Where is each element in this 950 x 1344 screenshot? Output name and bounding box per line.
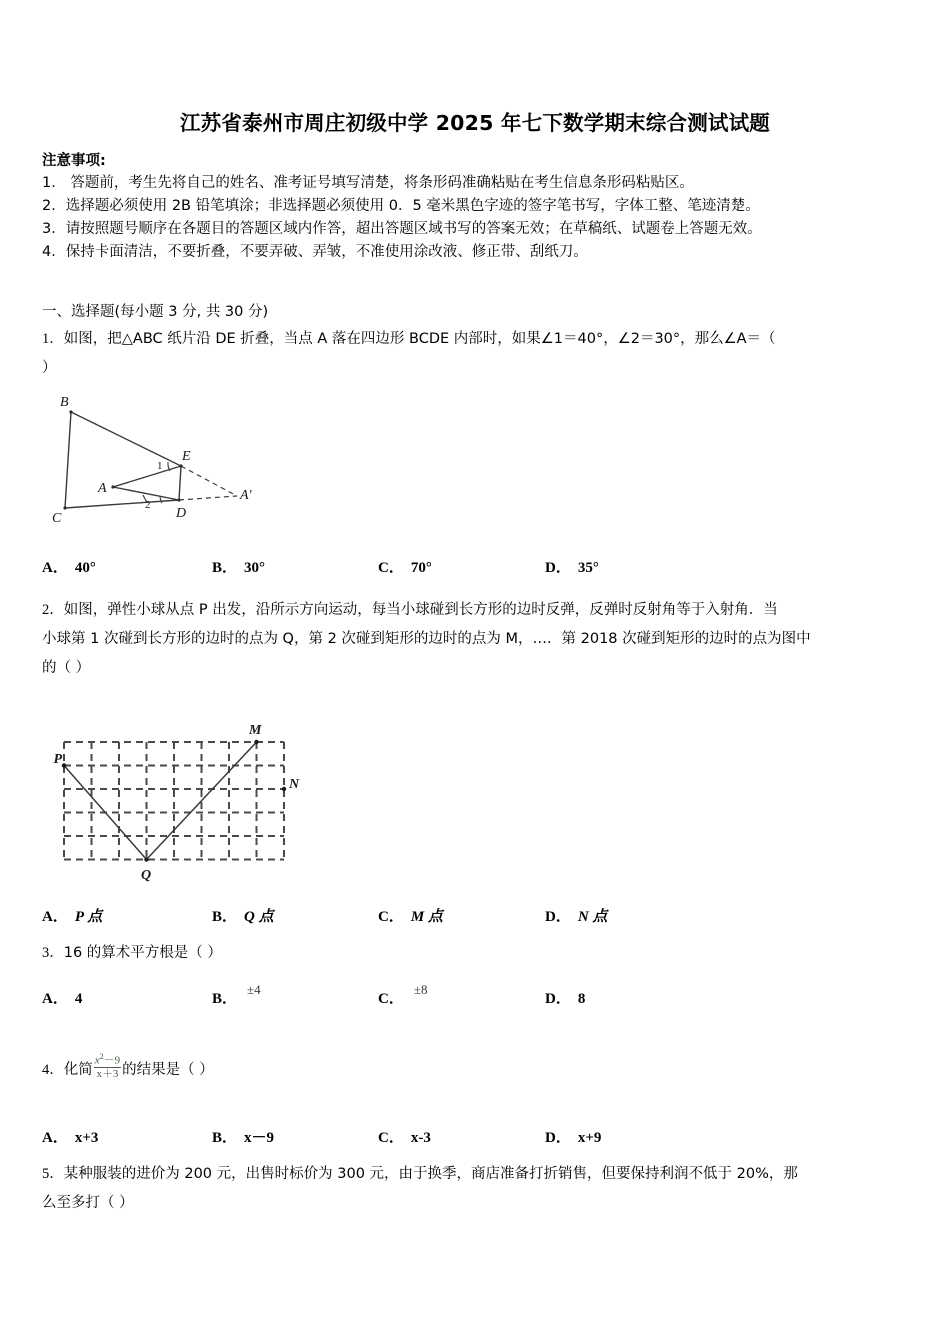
question-3-option-a[interactable]: A． 4 (42, 991, 83, 1007)
question-5-number: 5． (42, 1166, 64, 1182)
fraction-denominator: x＋3 (96, 1067, 119, 1080)
label-E: E (182, 449, 191, 464)
question-2-option-a[interactable]: A． P 点 (42, 909, 103, 925)
question-2-line-1: 如图，弹性小球从点 P 出发，沿所示方向运动，每当小球碰到长方形的边时反弹，反弹时反射角等于入射角．当 (63, 602, 778, 618)
section-heading: 一、选择题(每小题 3 分, 共 30 分) (42, 304, 269, 320)
notice-item-1: 1． 答题前，考生先将自己的姓名、准考证号填写清楚，将条形码准确粘贴在考生信息条形码粘贴区。 (42, 175, 694, 191)
question-3-option-b[interactable]: B．±4 (212, 982, 261, 1007)
question-1-options (42, 556, 922, 578)
question-3-text (42, 939, 922, 968)
question-4-fraction (94, 1053, 121, 1080)
question-1-option-d[interactable]: D． 35° (545, 560, 599, 576)
question-4-option-a[interactable]: A． x+3 (42, 1130, 99, 1146)
question-3-option-c[interactable]: C．±8 (378, 982, 428, 1007)
question-4-number: 4． (42, 1061, 64, 1078)
label-P: P (53, 752, 62, 767)
question-4-suffix: 的结果是（ ） (122, 1061, 214, 1078)
angle-label-2: 2 (145, 499, 151, 511)
question-2-line-2: 小球第 1 次碰到长方形的边时的点为 Q，第 2 次碰到矩形的边时的点为 M，…．第 2018 次碰到矩形的边时的点为图中 (42, 631, 811, 647)
question-2-option-b[interactable]: B． Q 点 (212, 909, 274, 925)
question-2-option-d[interactable]: D． N 点 (545, 909, 608, 925)
question-4-prefix: 化简 (63, 1061, 93, 1078)
question-5-text (42, 1160, 932, 1218)
label-M: M (249, 723, 262, 738)
label-Q: Q (141, 868, 152, 883)
notice-heading: 注意事项: (42, 153, 106, 169)
question-1-figure (48, 390, 278, 535)
question-3-option-b-value: ±4 (247, 982, 261, 997)
label-A-prime: A′ (240, 488, 252, 503)
question-2-options (42, 905, 922, 927)
question-4-option-c[interactable]: C． x-3 (378, 1130, 431, 1146)
question-4-text (42, 1053, 922, 1085)
question-1-number: 1． (42, 331, 64, 347)
question-2-text (42, 596, 932, 683)
notice-block (42, 150, 922, 264)
label-N: N (289, 777, 300, 792)
question-1-option-c[interactable]: C． 70° (378, 560, 432, 576)
question-3-options (42, 982, 922, 1009)
question-3-option-d[interactable]: D． 8 (545, 991, 586, 1007)
angle-label-1: 1 (157, 460, 163, 472)
notice-item-4: 4．保持卡面清洁，不要折叠，不要弄破、弄皱，不准使用涂改液、修正带、刮纸刀。 (42, 244, 588, 260)
bouncing-ball-grid-svg (52, 716, 312, 886)
page-title: 江苏省泰州市周庄初级中学 2025 年七下数学期末综合测试试题 (179, 111, 771, 135)
question-2-figure (52, 716, 312, 891)
triangle-fold-svg (48, 390, 278, 530)
question-1-line-1: 如图，把△ABC 纸片沿 DE 折叠，当点 A 落在四边形 BCDE 内部时，如果∠1＝40°，∠2＝30°，那么∠A＝（ (63, 331, 776, 347)
question-2-line-3: 的（ ） (42, 660, 91, 676)
label-C: C (52, 511, 62, 526)
question-1-line-2: ） (42, 360, 57, 376)
question-2-option-c[interactable]: C． M 点 (378, 909, 443, 925)
question-2-number: 2． (42, 602, 64, 618)
question-5-line-1: 某种服装的进价为 200 元，出售时标价为 300 元，由于换季，商店准备打折销售，但要保持利润不低于 20%，那 (63, 1166, 798, 1182)
label-B: B (60, 395, 69, 410)
question-1-text (42, 325, 922, 383)
question-1-option-a[interactable]: A． 40° (42, 560, 96, 576)
question-1-option-b[interactable]: B． 30° (212, 560, 266, 576)
question-4-option-d[interactable]: D． x+9 (545, 1130, 602, 1146)
notice-item-3: 3．请按照题号顺序在各题目的答题区域内作答，超出答题区域书写的答案无效；在草稿纸、试题卷上答题无效。 (42, 221, 762, 237)
notice-item-2: 2．选择题必须使用 2B 铅笔填涂；非选择题必须使用 0．5 毫米黑色字迹的签字笔书写，字体工整、笔迹清楚。 (42, 198, 760, 214)
question-3-option-c-value: ±8 (413, 982, 428, 997)
question-3-number: 3． (42, 945, 64, 961)
fraction-numerator: $x^2-9$ (94, 1052, 121, 1067)
label-A: A (98, 481, 107, 496)
question-4-options (42, 1126, 922, 1148)
label-D: D (176, 506, 187, 521)
question-3-line-1: 16 的算术平方根是（ ） (63, 945, 222, 961)
question-5-line-2: 么至多打（ ） (42, 1195, 134, 1211)
question-4-option-b[interactable]: B． x－9 (212, 1130, 275, 1146)
